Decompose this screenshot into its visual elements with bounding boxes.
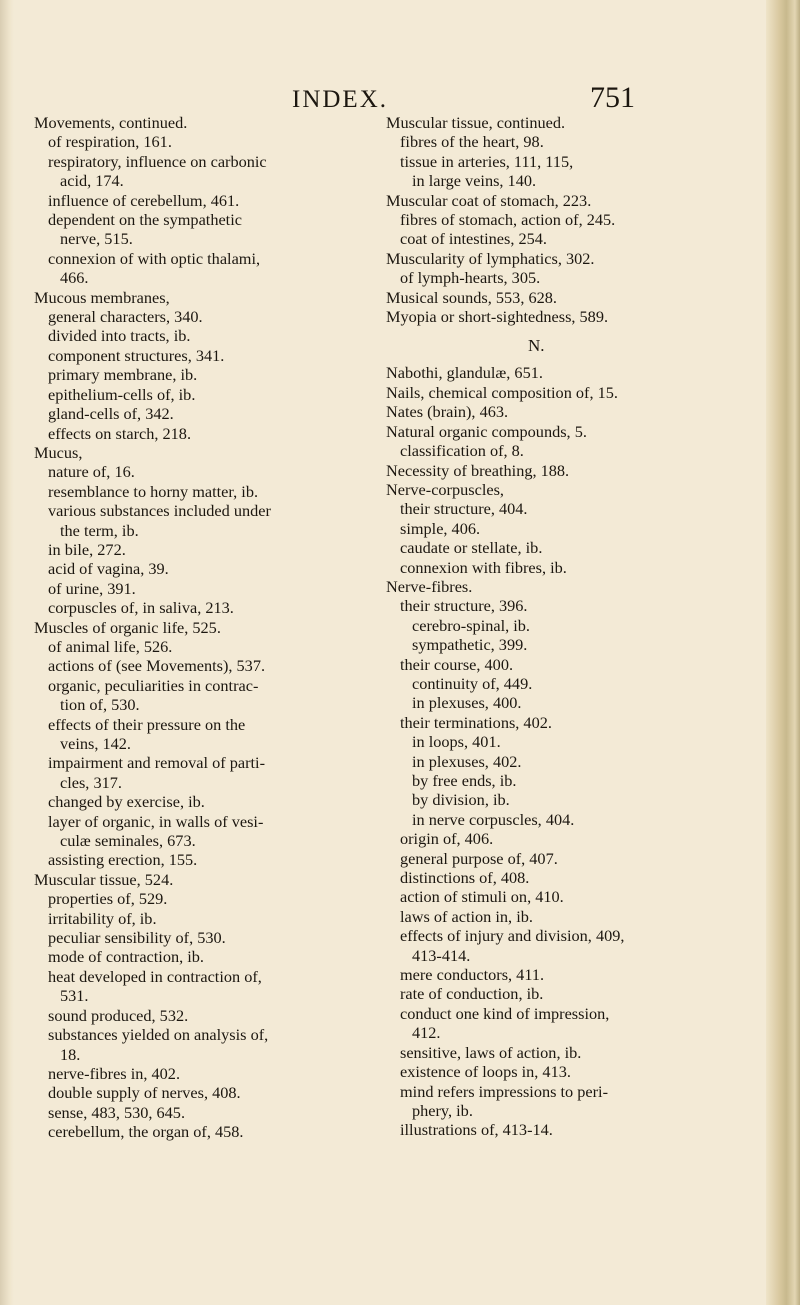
index-entry: Muscular coat of stomach, 223. [386, 190, 592, 210]
index-subentry: changed by exercise, ib. [48, 792, 205, 812]
index-entry: Myopia or short-sightedness, 589. [386, 307, 609, 327]
section-letter: N. [528, 336, 545, 356]
index-subentry: mind refers impressions to peri- [400, 1081, 608, 1101]
index-subentry: dependent on the sympathetic [48, 210, 242, 230]
index-subentry: nature of, 16. [48, 462, 135, 482]
index-entry: Muscular tissue, 524. [34, 869, 174, 889]
index-entry: Musical sounds, 553, 628. [386, 287, 557, 307]
index-entry: Nates (brain), 463. [386, 402, 509, 422]
index-subentry: in large veins, 140. [412, 171, 537, 191]
index-subentry: general characters, 340. [48, 307, 203, 327]
index-entry: Nerve-corpuscles, [386, 479, 504, 499]
index-subentry: epithelium-cells of, ib. [48, 384, 196, 404]
index-subentry: sympathetic, 399. [412, 635, 528, 655]
index-subentry: nerve, 515. [60, 229, 133, 249]
index-subentry: distinctions of, 408. [400, 868, 530, 888]
index-subentry: by division, ib. [412, 790, 510, 810]
index-entry: Muscular tissue, continued. [386, 113, 566, 132]
index-subentry: general purpose of, 407. [400, 848, 558, 868]
page-edge-left [0, 0, 14, 1305]
index-subentry: connexion with fibres, ib. [400, 557, 567, 577]
page-edge-right [766, 0, 800, 1305]
index-subentry: in loops, 401. [412, 732, 501, 752]
index-entry: Necessity of breathing, 188. [386, 460, 570, 480]
index-entry: Nerve-fibres. [386, 576, 473, 596]
index-subentry: cerebro-spinal, ib. [412, 615, 530, 635]
index-subentry: continuity of, 449. [412, 673, 533, 693]
index-entry: Natural organic compounds, 5. [386, 421, 587, 441]
index-subentry: their course, 400. [400, 654, 514, 674]
page-number: 751 [590, 81, 635, 114]
index-subentry: mode of contraction, ib. [48, 947, 204, 967]
index-subentry: laws of action in, ib. [400, 906, 533, 926]
index-subentry: component structures, 341. [48, 345, 225, 365]
index-subentry: irritability of, ib. [48, 908, 157, 928]
index-subentry: actions of (see Movements), 537. [48, 656, 266, 676]
index-subentry: their structure, 396. [400, 596, 528, 616]
index-entry: Muscles of organic life, 525. [34, 617, 221, 637]
index-subentry: fibres of the heart, 98. [400, 132, 544, 152]
index-subentry: primary membrane, ib. [48, 365, 198, 385]
index-subentry: impairment and removal of parti- [48, 753, 266, 773]
index-subentry: their structure, 404. [400, 499, 528, 519]
index-subentry: corpuscles of, in saliva, 213. [48, 598, 234, 618]
index-subentry: veins, 142. [60, 734, 131, 753]
index-column-left [34, 113, 374, 1142]
index-subentry: cles, 317. [60, 772, 122, 792]
index-subentry: rate of conduction, ib. [400, 984, 544, 1004]
index-subentry: existence of loops in, 413. [400, 1062, 571, 1082]
index-subentry: tissue in arteries, 111, 115, [400, 151, 574, 171]
index-entry: Mucus, [34, 442, 83, 462]
index-subentry: effects of injury and division, 409, [400, 926, 625, 946]
index-entry: Movements, continued. [34, 113, 188, 132]
index-subentry: connexion of with optic thalami, [48, 248, 261, 268]
index-subentry: sound produced, 532. [48, 1005, 189, 1025]
index-entry: Nails, chemical composition of, 15. [386, 382, 618, 402]
index-subentry: 531. [60, 986, 89, 1006]
index-subentry: action of stimuli on, 410. [400, 887, 564, 907]
index-subentry: divided into tracts, ib. [48, 326, 191, 346]
index-subentry: simple, 406. [400, 518, 481, 538]
index-subentry: effects of their pressure on the [48, 714, 246, 734]
index-subentry: 413-414. [412, 945, 471, 965]
index-subentry: peculiar sensibility of, 530. [48, 928, 226, 948]
index-subentry: cerebellum, the organ of, 458. [48, 1122, 244, 1142]
index-subentry: properties of, 529. [48, 889, 168, 909]
index-subentry: organic, peculiarities in contrac- [48, 675, 259, 695]
index-subentry: gland-cells of, 342. [48, 404, 174, 424]
index-column-right [386, 113, 748, 1140]
index-subentry: respiratory, influence on carbonic [48, 151, 267, 171]
index-subentry: resemblance to horny matter, ib. [48, 481, 259, 501]
index-subentry: 412. [412, 1023, 441, 1043]
index-entry: Muscularity of lymphatics, 302. [386, 248, 595, 268]
index-subentry: mere conductors, 411. [400, 965, 545, 985]
index-subentry: 18. [60, 1044, 81, 1064]
index-entry: Mucous membranes, [34, 287, 170, 307]
index-subentry: culæ seminales, 673. [60, 831, 196, 851]
page-title: INDEX. [292, 86, 389, 113]
index-subentry: their terminations, 402. [400, 712, 552, 732]
index-subentry: of lymph-hearts, 305. [400, 268, 541, 288]
index-subentry: caudate or stellate, ib. [400, 538, 543, 558]
index-entry: Nabothi, glandulæ, 651. [386, 363, 543, 383]
index-subentry: conduct one kind of impression, [400, 1003, 610, 1023]
index-subentry: double supply of nerves, 408. [48, 1083, 241, 1103]
index-subentry: assisting erection, 155. [48, 850, 198, 870]
index-subentry: sensitive, laws of action, ib. [400, 1042, 582, 1062]
index-subentry: in plexuses, 402. [412, 751, 522, 771]
index-subentry: in nerve corpuscles, 404. [412, 809, 575, 829]
index-subentry: of respiration, 161. [48, 132, 172, 152]
index-subentry: classification of, 8. [400, 441, 524, 461]
index-subentry: by free ends, ib. [412, 771, 517, 790]
index-subentry: the term, ib. [60, 520, 139, 540]
index-subentry: heat developed in contraction of, [48, 966, 262, 986]
index-subentry: substances yielded on analysis of, [48, 1025, 269, 1045]
index-subentry: effects on starch, 218. [48, 423, 192, 443]
index-subentry: of urine, 391. [48, 578, 136, 598]
index-subentry: in bile, 272. [48, 539, 126, 559]
index-subentry: in plexuses, 400. [412, 693, 522, 713]
index-subentry: origin of, 406. [400, 829, 494, 849]
index-subentry: phery, ib. [412, 1100, 473, 1120]
index-subentry: tion of, 530. [60, 695, 140, 715]
index-subentry: coat of intestines, 254. [400, 229, 547, 249]
index-subentry: 466. [60, 268, 89, 288]
index-subentry: acid of vagina, 39. [48, 559, 169, 579]
index-subentry: acid, 174. [60, 171, 124, 191]
index-subentry: various substances included under [48, 501, 271, 521]
index-subentry: layer of organic, in walls of vesi- [48, 811, 264, 831]
index-subentry: fibres of stomach, action of, 245. [400, 210, 616, 230]
index-subentry: illustrations of, 413-14. [400, 1120, 553, 1140]
index-subentry: nerve-fibres in, 402. [48, 1063, 181, 1083]
index-subentry: sense, 483, 530, 645. [48, 1102, 186, 1122]
index-subentry: influence of cerebellum, 461. [48, 190, 240, 210]
index-subentry: of animal life, 526. [48, 636, 173, 656]
